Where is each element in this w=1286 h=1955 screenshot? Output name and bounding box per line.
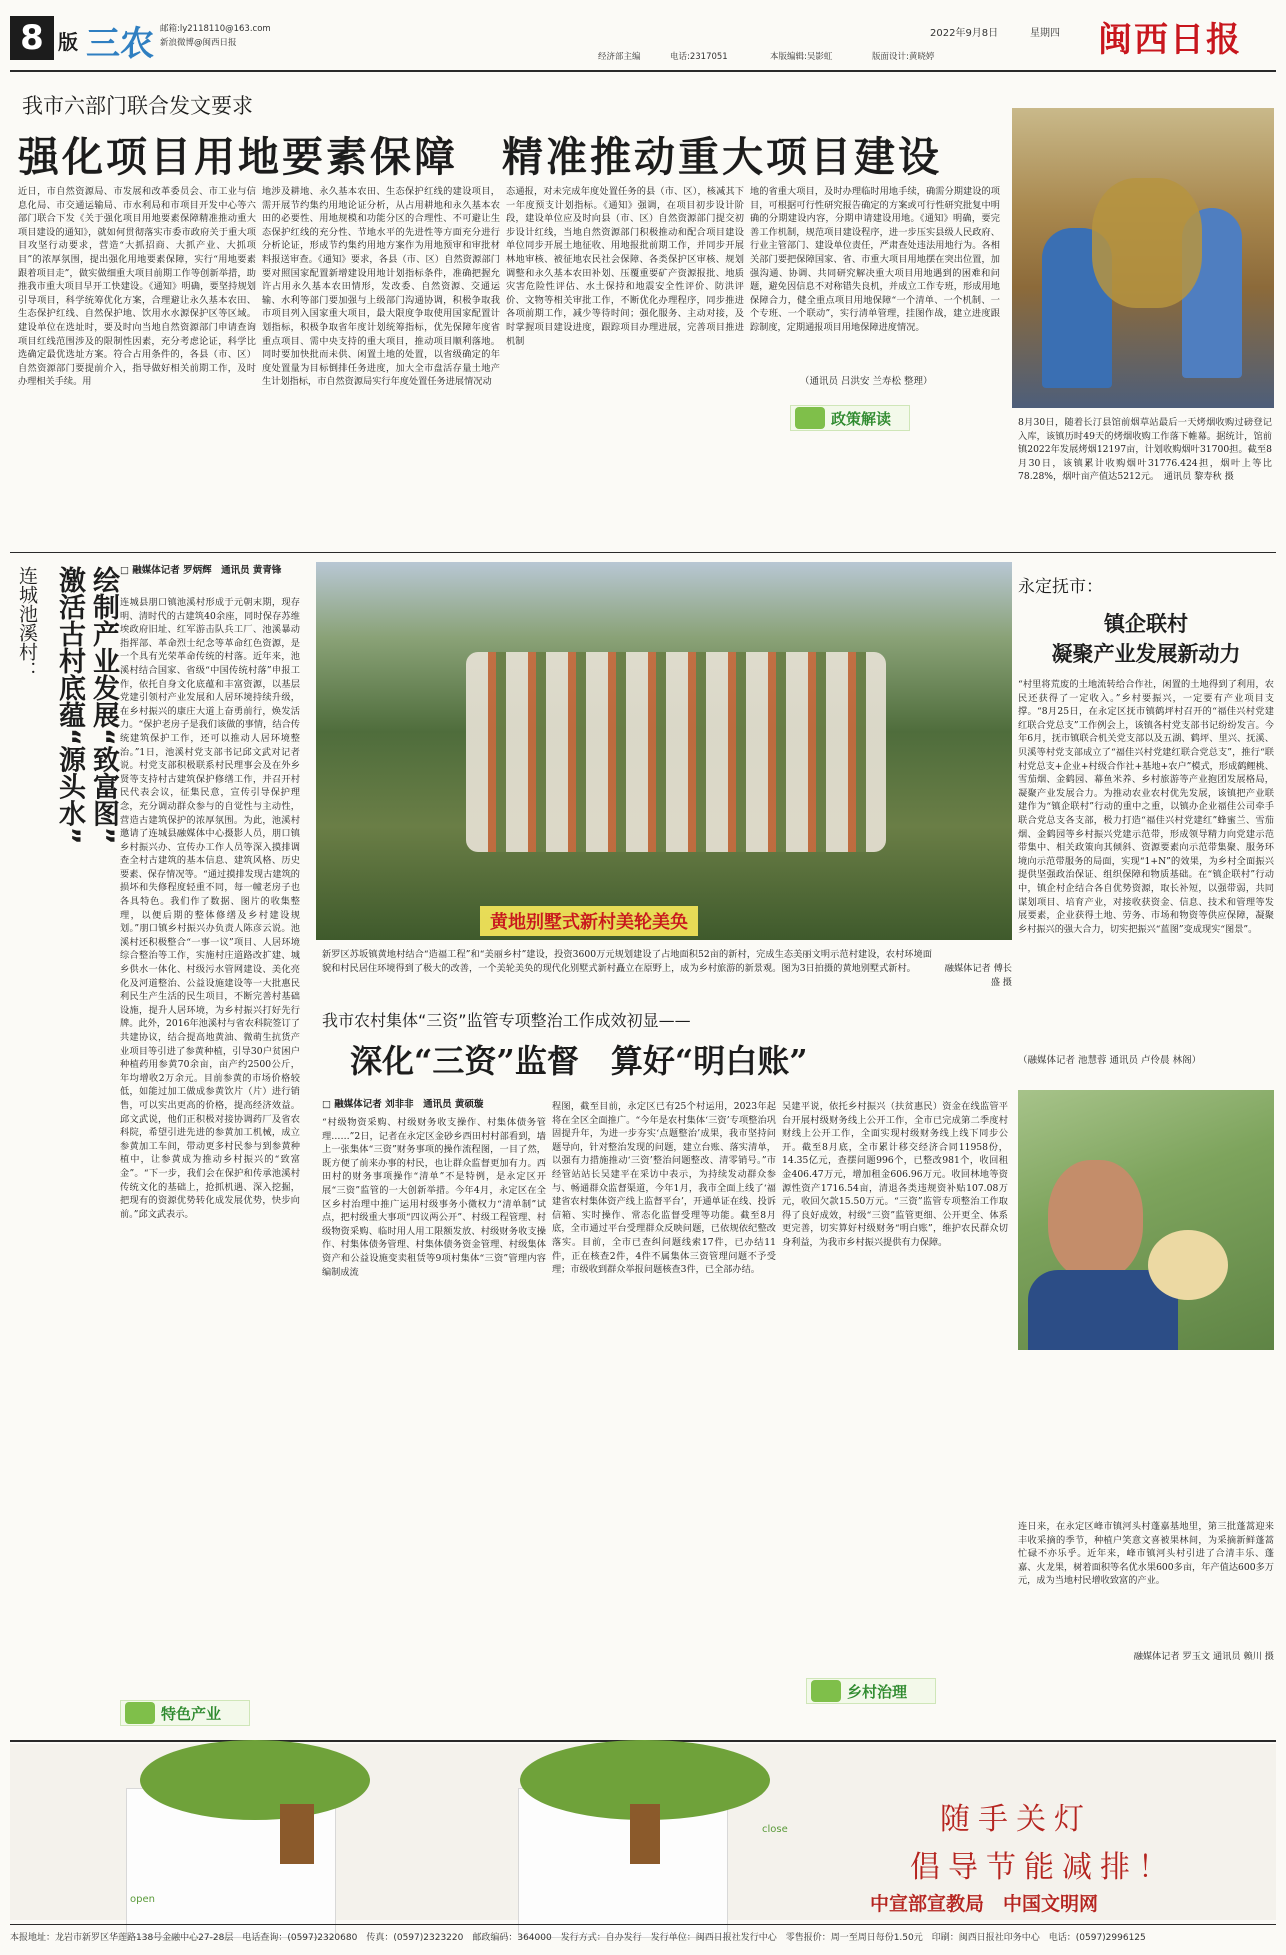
sanzi-col-1: “村级物资采购、村级财务收支操作、村集体债务管理……”2日，记者在永定区金砂乡西田村村部看到，墙上一张集体“三资”财务事项的操作流程图，一目了然，既方便了前来办事的村民，也让群众监督更加有力。西田村的财务事项操作“清单”不是特例，是永定区开展“三资”监管的一大创新举措。今年4月，永定区在全区乡村治理中推广运用村级事务小微权力“清单制”试点，把村级重大事项“四议两公开”、村级工程管理、村级物资采购、临时用人用工限额发放、村级财务收支操作、村集体债务管理、村集体债务资金管理、村级集体资产和公益设施变卖租赁等9项村集体“三资”管理内容编制成流 [322,1117,546,1278]
village-headline-a: 绘制产业发展“致富图” [88,566,119,845]
pear-credit: 融媒体记者 罗玉文 通讯员 赖川 摄 [1133,1651,1274,1662]
policy-tag: 政策解读 [790,405,910,431]
lead-col-1: 近日，市自然资源局、市发展和改革委员会、市工业与信息化局、市交通运输局、市水利局和市项目开发中心等六部门联合下发《关于强化项目用地要素保障精准推动重大项目建设的通知》，就如何贯彻落实市委市政府关于重大项目攻坚行动要求，营造“大抓招商、大抓产业、大抓项目”的浓厚氛围，提出强化用地要素保障，实行“用地要素跟着项目走”，做实做细重大项目前期工作等创新举措，助推我市重大项目早开工快建设。《通知》明确，要坚持规划引导项目，科学统筹优化方案，合理避让永久基本农田、生态保护红线、自然保护地、饮用水水源保护区等区域。建设单位在选址时，要及时向当地自然资源部门申请查询项目红线范围涉及的限制性因素，充分考虑论证，科学比选确定最优选址方案。符合占用条件的，各县（市、区）自然资源部门要提前介入，指导做好相关前期工作，及时办理相关手续。用 [18,186,256,388]
tree-stump [280,1804,314,1864]
tree-trunk [630,1804,660,1864]
villa-cluster [466,652,886,852]
header-rule [10,70,1276,72]
page-header [10,10,1276,68]
farmer-face [1048,1160,1143,1280]
governance-tag: 乡村治理 [806,1678,936,1704]
editor: 经济部主编 [598,52,641,62]
farmer-photo [1018,1090,1274,1350]
sanzi-headline: 深化“三资”监督 算好“明白账” [350,1042,808,1080]
tobacco-caption: 8月30日，随着长汀县馆前烟草站最后一天烤烟收购过磅登记入库，该镇历时49天的烤烟收购工作落下帷幕。据统计，馆前镇2022年发展烤烟12197亩，计划收购烟叶31700担。截至8月30日，该镇累计收购烟叶31776.424担，烟叶上等比78.28%，烟叶亩产值达5212元。 通讯员 黎寿秋 摄 [1018,417,1272,483]
footer: 本报地址：龙岩市新罗区华莲路138号金融中心27-28层 电话查询：(0597)2320680 传真：(0597)2323220 邮政编码：364000 发行方式：自办发行 发行单位：闽西日报社发行中心 零售报价：周一至周日每份1.50元 印刷：闽西日报社印务中心 电话：(0597)2996125 [10,1933,1146,1943]
lead-col-2: 地涉及耕地、永久基本农田、生态保护红线的建设项目，需开展节约集约用地论证分析，从占用耕地和永久基本农田的必要性、用地规模和功能分区的合理性、不可避让生态保护红线的充分性、节地水平的先进性等方面充分进行分析论证，形成节约集约用地方案作为用地预审和审批材料报送审查。《通知》要求，各县（市、区）自然资源部门要对照国家配置新增建设用地计划指标条件，准确把握允许占用永久基本农田情形，发改委、自然资源、交通运输、水利等部门要加强与上级部门沟通协调，积极争取我市项目列入国家重大项目，最大限度争取使用国家配置计划指标，积极争取省年度计划统筹指标，优先保障年度省重点项目、需中央支持的重大项目，推动项目顺利落地。同时要加快批而未供、闲置土地的处置，以省级确定的年度处置量为目标倒排任务进度，加大全市盘活存量土地产生计划指标，市自然资源局实行年度处置任务进展情况动 [262,186,500,388]
yongding-kicker: 永定抚市： [1018,577,1103,597]
house-icon [811,1680,841,1702]
villa-photo [316,562,1012,940]
tobacco-leaves [1092,178,1202,308]
footer-rule [10,1924,1276,1925]
page-suffix: 版 [58,30,78,54]
industry-tag: 特色产业 [120,1700,250,1726]
open-label: open [130,1894,155,1905]
village-kicker: 连城池溪村： [16,566,38,680]
lead-col-4: 地的省重大项目，及时办理临时用地手续，确需分期建设的项目，可根据可行性研究报告确定的方案或可行性研究批复中明确的分期建设内容，分期申请建设用地。《通知》明确，要完善工作机制，规范项目建设程序，进一步压实县级人民政府、行业主管部门、建设单位责任，严肃查处违法用地行为。各相关部门要把保障国家、省、市重大项目用地摆在突出位置，加强沟通、协调、共同研究解决重大项目用地遇到的困难和问题，避免因信息不对称错失良机，并成立工作专班，形成用地保障合力，健全重点项目用地保障“一个清单、一个机制、一个专班、一个联动”，实行清单管理，挂图作战，建立进度跟踪制度，定期通报项目用地保障进度情况。 [750,186,1000,333]
ad-sponsor: 中宣部宣教局 中国文明网 [870,1893,1099,1915]
designer: 版面设计:黄晓婷 [872,52,935,62]
phone: 电话:2317051 [670,52,728,62]
duty-editor: 本版编辑:吴影虹 [770,52,833,62]
issue-date: 2022年9月8日 [930,28,999,39]
village-headline-b: 激活古村底蕴“源头水” [54,566,85,845]
barn-icon [125,1702,155,1724]
sanzi-kicker: 我市农村集体“三资”监管专项整治工作成效初显—— [322,1011,691,1030]
villa-photo-title: 黄地别墅式新村美轮美奂 [480,906,698,936]
village-byline: □ 融媒体记者 罗炳辉 通讯员 黄青锋 [120,565,282,576]
email: 邮箱:ly2118110@163.com [160,24,271,34]
sanzi-byline: □ 融媒体记者 刘非非 通讯员 黄硕璇 [322,1099,484,1110]
pear-caption: 连日来，在永定区峰市镇河头村蓬嘉基地里，第三批蓬蒿迎来丰收采摘的季节，种植户笑意文喜被果林间，为采摘新鲜蓬蒿忙碌不亦乐乎。近年来，峰市镇河头村引进了合清丰乐、蓬嘉、火龙果，树着面积等名优水果600多亩，年产值达600多万元，成为当地村民增收致富的产业。 [1018,1521,1274,1587]
ad-slogan-1: 随手关灯 [940,1802,1092,1837]
tree-crown [140,1740,370,1820]
pear-fruit [1148,1230,1228,1300]
villa-caption: 新罗区苏坂镇黄地村结合“造福工程”和“美丽乡村”建设，投资3600万元规划建设了占地面积52亩的新村，完成生态美丽文明示范村建设，农村环境面貌和村民居住环境得到了极大的改善，一个美轮美奂的现代化别墅式新村矗立在原野上，成为乡村旅游的新景观。图为3日拍摄的黄地别墅式新村。 [322,949,932,974]
yongding-byline: （融媒体记者 池慧蓉 通讯员 卢伶晨 林阁） [1018,1055,1202,1066]
lead-byline: （通讯员 吕洪安 兰寿松 整理） [800,376,933,387]
tobacco-photo [1012,108,1274,408]
yongding-headline-a: 镇企联村 [1104,612,1188,636]
sanzi-col-3: 吴建平说，依托乡村振兴（扶贫惠民）资金在线监管平台开展村级财务线上公开工作，全市已完成第二季度村财线上公开工作，全面实现村级财务线上线下同步公开。截至8月底，全市累计移交经济合同11958份，14.35亿元，查摆问题996个，已整改981个，收回租金406.47万元，增加租金606.96万元。收回林地等资源性资产1716.54亩，清退各类违规资补贴107.08万元，收回欠款15.50万元。“三资”监管专项整治工作取得了良好成效，村级“三资”监管更细、公开更全、体系更完善，切实算好村级财务“明白账”，维护农民群众切身利益，为我市乡村振兴提供有力保障。 [782,1101,1008,1248]
yongding-text: “村里将荒废的土地流转给合作社，闲置的土地得到了利用，农民还获得了一定收入。”乡村要振兴，一定要有产业项目支撑。“8月25日，在永定区抚市镇鹤坪村召开的“福佳兴村党建红联合党总支”工作例会上，该镇各村党支部书记纷纷发言。今年6月，抚市镇联合机关党支部以及五湖、鹤坪、里兴、抚溪、贝溪等村党支部成立了“福佳兴村党建红联合党总支”，推行“联村党总支+企业+村级合作社+基地+农户”模式，形成鹤鲤桃、雪茄烟、金鹤园、幕鱼米养、乡村旅游等产业抱团发展格局，凝聚产业发展合力。为推动农业农村优先发展，该镇把产业联建作为“镇企联村”行动的重中之重，以镇办企业福佳公司牵手联合党总支各支部，极力打造“福佳兴村党建红”蜂蜜兰、雪茄烟、金鹤园等乡村振兴党建示范带，形成领导精力向党建示范带集中、相关政策向其倾斜、资源要素向示范带集聚、服务环境向示范带服务的局面，实现“1+N”的效果，为乡村全面振兴提供坚强政治保证、组织保障和物质基础。在“镇企联村”行动中，镇企村企结合各自优势资源，取长补短，以强带弱，共同谋划项目、培育产业，对接收获资金、信息、技术和管理等发展要素，企业获得土地、劳务、市场和物资等供应保障，凝聚乡村振兴的强大合力，切实把振兴“蓝图”变成现实“图景”。 [1018,679,1274,935]
weibo: 新浪微博@闽西日报 [160,38,237,48]
close-label: close [762,1824,788,1835]
newspaper-logo: 闽西日报 [1098,20,1242,60]
ad-slogan-2: 倡导节能减排！ [910,1850,1176,1885]
section-name: 三农 [86,24,154,64]
lead-col-3: 态通报，对未完成年度处置任务的县（市、区），核减其下一年度预支计划指标。《通知》强调，在项目初步设计阶段，建设单位应及时向县（市、区）自然资源部门提交初步设计红线，当地自然资源部门积极推动和配合项目建设单位同步开展土地征收、用地报批前期工作，并同步开展林地审核、被征地农民社会保障、各类保护区审核、规划调整和永久基本农田补划、压覆重要矿产资源报批、地质灾害危险性评估、水土保持和地震安全性评价、防洪评价、文物等相关审批工作，不断优化办理程序，同步推进各项前期工作，减少等待时间；强化服务、主动对接，及时掌握项目建设进度，跟踪项目办理进展，完善项目推进机制 [506,186,744,347]
document-icon [795,407,825,429]
energy-ad [10,1744,1276,1920]
villa-credit: 融媒体记者 傅长盛 摄 [944,963,1012,988]
page-number: 8 [10,16,54,60]
sanzi-col-2: 程图，截至目前，永定区已有25个村运用，2023年起将在全区全面推广。“今年是农村集体‘三资’专项整治巩固提升年，为进一步夯实‘点题整治’成果，我市坚持问题导向，针对整治发现的问题，建立台账、落实清单，以强有力措施推动‘三资’整治问题整改、清零销号。”市经管站站长吴建平在采访中表示，为持续发动群众参与、畅通群众监督渠道，今年1月，我市全面上线了‘福建省农村集体资产线上监督平台’，开通单证在线、投诉信箱、实时操作、常态化监督受理等功能。截至8月底，全市通过平台受理群众反映问题，已依规依纪整改落实。目前，全市已查纠问题线索17件，已办结11件，正在核查2件，4件不属集体三资管理问题不予受理；市级收到群众举报问题核查3件，已全部办结。 [552,1101,776,1276]
weekday: 星期四 [1030,28,1060,39]
lead-headline: 强化项目用地要素保障 精准推动重大项目建设 [18,133,942,181]
yongding-headline-b: 凝聚产业发展新动力 [1051,642,1241,666]
lead-kicker: 我市六部门联合发文要求 [22,94,253,118]
village-text: 连城县朋口镇池溪村形成于元朝末期，现存明、清时代的古建筑40余座，同时保存苏维埃政府旧址、红军游击队兵工厂、池溪暴动指挥部、革命烈士纪念等革命红色资源，是一个具有光荣革命传统的村落。近年来，池溪村结合国家、省级“中国传统村落”申报工作，依托自身文化底蕴和丰富资源，以基层党建引领村产业发展和人居环境持续升级，在乡村振兴的康庄大道上奋勇前行，焕发活力。“保护老房子是我们该做的事情，结合传统建筑保护工作，还可以推动人居环境整治。”1日，池溪村党支部书记邱文武对记者说。村党支部积极联系村民理事会及在外乡贤等支持村古建筑保护修缮工作，并召开村民代表会议，征集民意，宣传引导保护理念，充分调动群众参与的自觉性与主动性，营造古建筑保护的浓厚氛围。为此，池溪村邀请了连城县融媒体中心摄影人员，朋口镇乡村振兴办、宣传办工作人员等深入摸排调查全村古建筑的基本信息、建筑风格、历史要素、保存情况等。“通过摸排发现古建筑的损坏和失修程度轻重不同，每一幢老房子也各具特色。我们作了数据、图片的收集整理，以便后期的整体修缮及乡村建设规划。”朋口镇乡村振兴办负责人陈彦云说。池溪村还积极整合“一事一议”项目、人居环境综合整治等工作，实施村庄道路改扩建、城乡供水一体化、村级污水管网建设、美化亮化及河道整治、公益设施建设等一大批惠民利民生产生活的民生项目，不断完善村基础设施，提升人居环境，为乡村振兴打好先行牌。此外，2016年池溪村与省农科院签订了共建协议，结合提高地黄油、微萌生抗货产业项目等引进了参黄种植，引导30户贫困户种植药用参黄70余亩，亩产约2500公斤，年均增收2万余元。目前参黄的市场价格较低，如能过加工做成参黄饮片（片）进行销售，可以实出更高的价格，提高经济效益。邱文武说，他们正积极对接协调药厂及省农科院，希望引进先进的参黄加工机械，成立参黄加工车间，带动更多村民参与到参黄种植中，让参黄成为推动乡村振兴的“致富金”。“下一步，我们会在保护和传承池溪村传统文化的基础上，抢抓机遇、深入挖掘，把现有的资源优势转化成发展优势，快步向前。”邱文武表示。 [120,597,300,1220]
divider-top [10,552,1276,553]
